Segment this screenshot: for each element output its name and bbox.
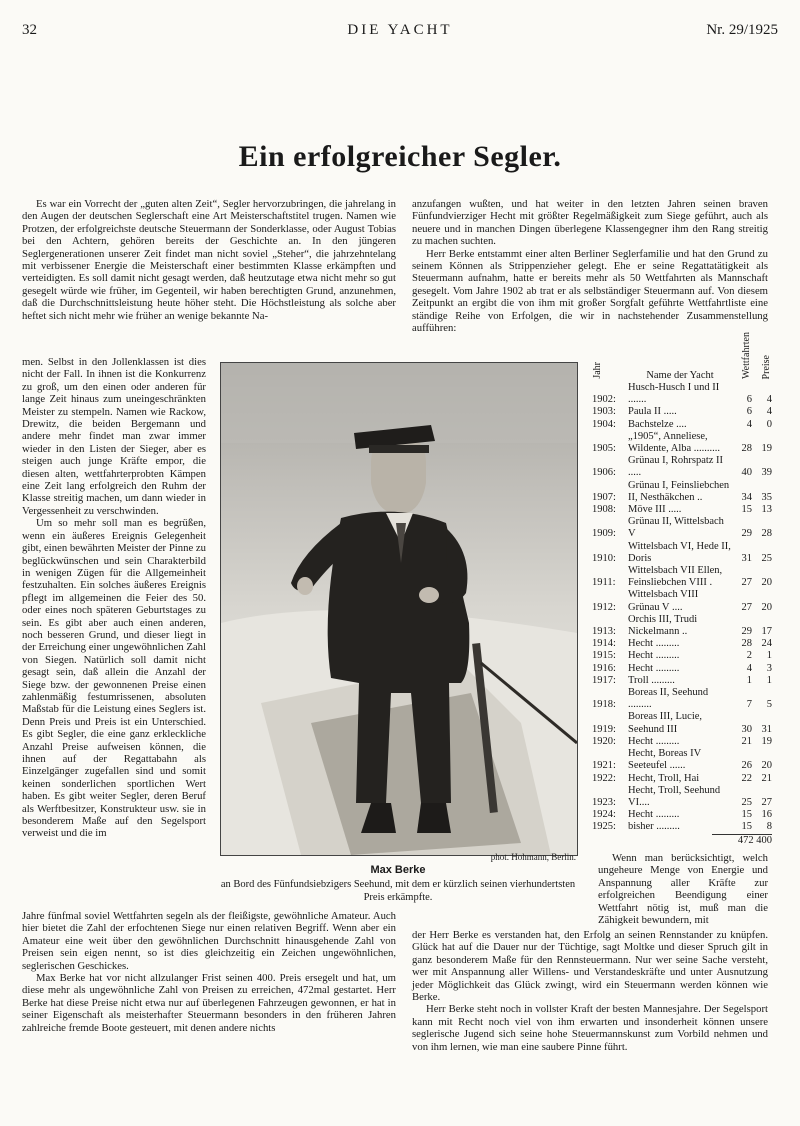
- caption-text: an Bord des Fünfundsiebzigers Seehund, mit dem er kürzlich seinen vierhundertsten Preis erkämpfte.: [220, 879, 576, 903]
- paragraph: men. Selbst in den Jollenklassen ist dies nicht der Fall. In ihnen ist die Konkurrenz zu groß, um den einen oder anderen für lange Zeit hinaus zum uneingeschränkten Meister zu stempeln. Namen wie Rackow, Drewitz, die beiden Bergemann und andere mehr findet man zwar immer wieder in den Listen der Sieger, aber es steigen auch junge Kräfte empor, die diesen alten, wettfahrterprobten Kämpen eine Zeit lang erfolgreich den Ruhm der Klasse streitig machen, um dann wieder in Vergessenheit zu verschwinden.: [22, 356, 206, 517]
- row-yacht-name: Paula II .....: [628, 406, 677, 418]
- table-header: [592, 332, 772, 382]
- row-races: 25: [741, 796, 752, 808]
- row-races: 28: [741, 443, 752, 455]
- row-yacht-name: Bachstelze ....: [628, 418, 687, 430]
- table-row: [592, 748, 772, 772]
- row-year: 1921:: [592, 760, 616, 772]
- photo-credit: phot. Hohmann, Berlin.: [490, 852, 576, 862]
- row-races: 34: [741, 491, 752, 503]
- row-prizes: 1: [766, 674, 772, 686]
- table-row: [592, 736, 772, 748]
- table-row: [592, 504, 772, 516]
- article-title: Ein erfolgreicher Segler.: [238, 140, 562, 173]
- row-prizes: 0: [766, 418, 772, 430]
- row-yacht-name: Hecht .........: [628, 809, 680, 821]
- row-year: 1920:: [592, 735, 616, 747]
- row-prizes: 19: [761, 443, 772, 455]
- row-races: 26: [741, 760, 752, 772]
- column-1-left: [22, 356, 206, 840]
- paragraph: der Herr Berke es verstanden hat, den Erfolg an seinen Rennstander zu knüpfen. Glück hat auf die Dauer nur der Tüchtige, sagt Moltke und dieser Spruch gilt in ganz besonderem Maße für den Rennsteuermann. Nur wer seine Sache versteht, wer mit Anspannung aller Willens- und Verstandeskräfte und unter Ausnutzung jeder Möglichkeit das Glück zwingt, wird ein Steuermann werden können wie Berke.: [412, 929, 768, 1004]
- table-row: [592, 431, 772, 455]
- row-prizes: 4: [766, 406, 772, 418]
- row-prizes: 20: [761, 577, 772, 589]
- results-table: [592, 332, 772, 846]
- row-races: 6: [746, 394, 752, 406]
- row-year: 1917:: [592, 674, 616, 686]
- row-races: 31: [741, 552, 752, 564]
- row-races: 27: [741, 577, 752, 589]
- table-row: [592, 406, 772, 418]
- table-body: [592, 382, 772, 834]
- row-races: 4: [746, 662, 752, 674]
- row-prizes: 17: [761, 626, 772, 638]
- table-row: [592, 589, 772, 613]
- row-races: 22: [741, 772, 752, 784]
- row-year: 1912:: [592, 601, 616, 613]
- row-prizes: 28: [761, 528, 772, 540]
- row-prizes: 8: [766, 821, 772, 833]
- row-year: 1914:: [592, 638, 616, 650]
- table-row: [592, 516, 772, 540]
- table-row: [592, 821, 772, 833]
- row-prizes: 3: [766, 662, 772, 674]
- row-year: 1908:: [592, 504, 616, 516]
- header-races: Wettfahrten: [741, 332, 752, 379]
- row-yacht-name: Grünau I, Rohrspatz II .....: [628, 455, 724, 479]
- table-row: [592, 650, 772, 662]
- row-yacht-name: Wittelsbach VIII Grünau V ....: [628, 589, 699, 613]
- table-row: [592, 382, 772, 406]
- row-yacht-name: Wittelsbach VI, Hede II, Doris: [628, 540, 731, 564]
- table-row: [592, 480, 772, 504]
- table-row: [592, 785, 772, 809]
- table-row: [592, 638, 772, 650]
- row-year: 1913:: [592, 626, 616, 638]
- row-races: 40: [741, 467, 752, 479]
- row-yacht-name: Hecht .........: [628, 735, 680, 747]
- row-yacht-name: „1905“, Anneliese, Wildente, Alba ..........: [628, 430, 721, 455]
- row-yacht-name: Boreas II, Seehund .........: [628, 687, 709, 711]
- row-year: 1923:: [592, 796, 616, 808]
- row-year: 1909:: [592, 528, 616, 540]
- header-prizes: Preise: [761, 354, 772, 379]
- row-year: 1904:: [592, 418, 616, 430]
- row-yacht-name: Grünau I, Feinsliebchen II, Nesthäkchen ..: [628, 479, 730, 503]
- row-prizes: 5: [766, 699, 772, 711]
- row-year: 1916:: [592, 662, 616, 674]
- paragraph: anzufangen wußten, und hat weiter in den letzten Jahren seinen braven Fünfundvierziger Hecht mit größter Regelmäßigkeit zum Siege geführt, auch als neuere und in manchen Dingen überlegene Klassengegner ihm den Rang streitig zu machen suchten.: [412, 198, 768, 248]
- row-year: 1907:: [592, 491, 616, 503]
- row-prizes: 1: [766, 650, 772, 662]
- row-yacht-name: bisher .........: [628, 821, 680, 833]
- row-races: 15: [741, 821, 752, 833]
- caption-name: Max Berke: [370, 864, 426, 876]
- column-2-bottom: [412, 929, 768, 1053]
- table-row: [592, 773, 772, 785]
- row-races: 1: [746, 674, 752, 686]
- header-year: Jahr: [592, 362, 603, 379]
- table-row: [592, 455, 772, 479]
- row-yacht-name: Möve III .....: [628, 504, 682, 516]
- row-yacht-name: Troll .........: [628, 674, 675, 686]
- table-row: [592, 809, 772, 821]
- row-prizes: 39: [761, 467, 772, 479]
- row-yacht-name: Hecht .........: [628, 638, 680, 650]
- max-berke-photo: [221, 363, 577, 855]
- column-1-top: [22, 198, 396, 322]
- table-row: [592, 663, 772, 675]
- row-year: 1905:: [592, 443, 616, 455]
- row-prizes: 4: [766, 394, 772, 406]
- row-prizes: 31: [761, 723, 772, 735]
- row-yacht-name: Hecht .........: [628, 662, 680, 674]
- row-year: 1925:: [592, 821, 616, 833]
- paragraph: Um so mehr soll man es begrüßen, wenn ein äußeres Ereignis Gelegenheit gibt, einen bewährten Meister der Pinne zu beglückwünschen und sein Charakterbild in wenigen Zügen für die Allgemeinheit festzuhalten. Ein solches äußeres Ereignis pflegt im allgemeinen die Feier des 50. oder eines noch späteren Geburtstages zu sein. Es gibt aber auch einen anderen, noch besseren Grund, und dieser liegt in der Erreichung einer ungewöhnlichen Zahl von Siegen. Natürlich soll damit nicht gesagt sein, daß allein die Anzahl der Siege bzw. der gewonnenen Preise einen zahlenmäßig festumrissenen, absoluten Maßstab für die Leistung eines Seglers ist. Denn Preis und Preis ist ein Unterschied. Es gibt Segler, die eine ganz erkleckliche Anzahl Preise aufweisen können, die ihnen auf der Regattabahn als Einzelgänger zugefallen sind und somit keinen sonderlichen sportlichen Wert haben. Es gibt weiter Segler, deren Beruf als Werftbesitzer, Konstrukteur usw. sie in besonderem Maße auf den Segelsport verweist und die im: [22, 517, 206, 840]
- row-races: 29: [741, 528, 752, 540]
- row-prizes: 25: [761, 552, 772, 564]
- portrait-photo: [220, 362, 578, 856]
- row-prizes: 13: [761, 504, 772, 516]
- row-yacht-name: Hecht .........: [628, 650, 680, 662]
- paragraph: Jahre fünfmal soviel Wettfahrten segeln als der fleißigste, gewöhnliche Amateur. Auch hier bietet die Zahl der erfochtenen Siege nur einen relativen Begriff. Wenn aber ein Amateur eine weit über den gewöhnlichen Durchschnitt hinausgehende Zahl von Preisen sein eigen nennt, so ist dies gleichzeitig ein Zeichen ungewöhnlichen, seglerischen Geschickes.: [22, 910, 396, 972]
- paragraph: Wenn man berücksichtigt, welch ungeheure Menge von Energie und Anspannung aller Kräfte zur erfolgreichen Beendigung einer Wettfahrt nötig ist, muß man die Zähigkeit bewundern, mit: [598, 852, 768, 927]
- table-row: [592, 675, 772, 687]
- row-races: 27: [741, 601, 752, 613]
- row-races: 2: [746, 650, 752, 662]
- table-total: 472 400: [712, 834, 772, 846]
- header-name: Name der Yacht: [646, 370, 714, 381]
- table-row: [592, 614, 772, 638]
- row-races: 21: [741, 735, 752, 747]
- page-number: 32: [22, 22, 37, 38]
- table-row: [592, 541, 772, 565]
- row-yacht-name: Boreas III, Lucie, Seehund III: [628, 711, 703, 735]
- row-year: 1918:: [592, 699, 616, 711]
- row-prizes: 20: [761, 760, 772, 772]
- row-prizes: 21: [761, 772, 772, 784]
- row-races: 6: [746, 406, 752, 418]
- row-races: 30: [741, 723, 752, 735]
- column-1-bottom: [22, 910, 396, 1034]
- row-races: 15: [741, 504, 752, 516]
- row-races: 7: [746, 699, 752, 711]
- row-races: 29: [741, 626, 752, 638]
- row-year: 1906:: [592, 467, 616, 479]
- row-yacht-name: Grünau II, Wittelsbach V: [628, 516, 724, 540]
- table-row: [592, 687, 772, 711]
- row-yacht-name: Orchis III, Trudi Nickelmann ..: [628, 613, 698, 638]
- row-races: 4: [746, 418, 752, 430]
- table-row: [592, 419, 772, 431]
- row-prizes: 27: [761, 796, 772, 808]
- table-row: [592, 565, 772, 589]
- row-prizes: 16: [761, 809, 772, 821]
- row-yacht-name: Husch-Husch I und II .......: [628, 382, 720, 406]
- column-2-top: [412, 198, 768, 334]
- paragraph: Herr Berke entstammt einer alten Berliner Seglerfamilie und hat den Grund zu seinem Können als Strippenzieher gelegt. Ehe er seine Regattatätigkeit als Steuermann aufnahm, hatte er bereits mehr als 50 Wettfahrten als Mannschaft gesegelt. Vom Jahre 1902 ab trat er als selbständiger Steuermann auf. Von diesem Zeitpunkt an ergibt die von ihm mit großer Sorgfalt geführte Wettfahrtliste eine ständige Reihe von Erfolgen, die wir in nachstehender Zusammenstellung aufführen:: [412, 247, 768, 335]
- row-yacht-name: Hecht, Troll, Hai: [628, 772, 700, 784]
- row-year: 1911:: [592, 577, 616, 589]
- row-races: 15: [741, 809, 752, 821]
- row-races: 28: [741, 638, 752, 650]
- row-year: 1902:: [592, 394, 616, 406]
- row-prizes: 20: [761, 601, 772, 613]
- row-yacht-name: Hecht, Troll, Seehund VI....: [628, 784, 721, 808]
- row-yacht-name: Wittelsbach VII Ellen, Feinsliebchen VIII .: [628, 565, 723, 589]
- paragraph: Max Berke hat vor nicht allzulanger Frist seinen 400. Preis ersegelt und hat, um diese mehr als ungewöhnliche Zahl von Preisen zu erreichen, 472mal gestartet. Herr Berke hat diese Preise nicht etwa nur auf überlegenen Fahrzeugen gewonnen, er hat in seiner Eigenschaft als meisterhafter Steuermann besonders in den früheren Jahren zahlreiche fremde Boote gesteuert, mit denen andere nichts: [22, 972, 396, 1034]
- paragraph: Es war ein Vorrecht der „guten alten Zeit“, Segler hervorzubringen, die jahrelang in den Augen der deutschen Seglerschaft eine Art Meisterschaftstitel trugen. Namen wie Protzen, der erfolgreichste deutsche Steuermann der Sonderklasse, oder August Tobias bei den Achtern, gehören bereits der Geschichte an. In den jüngeren Seglergenerationen unserer Zeit findet man nicht soviel „Steher“, die jahrzehntelang mit verbissener Energie die Meisterschaft einer bestimmten Klasse erkämpften und verteidigten. Es soll damit nicht gesagt werden, daß heutzutage etwa nicht mehr so gut gesegelt würde wie früher, im Gegenteil, wir haben berechtigten Grund, anzunehmen, daß die Durchschnittsleistung heute höher steht. Die Höchstleistung als solche aber heftet sich nicht mehr wie früher an wenige bekannte Na-: [22, 198, 396, 322]
- row-yacht-name: Hecht, Boreas IV Seeteufel ......: [628, 748, 701, 772]
- row-year: 1910:: [592, 552, 616, 564]
- row-year: 1924:: [592, 809, 616, 821]
- table-row: [592, 711, 772, 735]
- row-year: 1915:: [592, 650, 616, 662]
- row-year: 1922:: [592, 772, 616, 784]
- column-2-right: [598, 852, 768, 926]
- magazine-title: DIE YACHT: [347, 22, 453, 38]
- row-prizes: 35: [761, 491, 772, 503]
- row-prizes: 24: [761, 638, 772, 650]
- issue-number: Nr. 29/1925: [706, 22, 778, 38]
- paragraph: Herr Berke steht noch in vollster Kraft der besten Mannesjahre. Der Segelsport kann mit Recht noch viel von ihm erwarten und insonderheit können unsere seglerische Jugend sich seine hohe Steuermannskunst zum Vorbild nehmen und von ihm lernen, wie man eine saubere Pinne führt.: [412, 1003, 768, 1053]
- row-year: 1919:: [592, 723, 616, 735]
- row-year: 1903:: [592, 406, 616, 418]
- row-prizes: 19: [761, 735, 772, 747]
